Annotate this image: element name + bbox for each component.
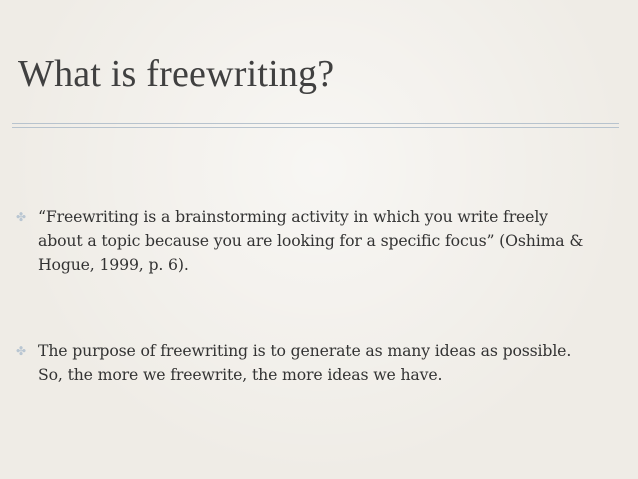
title-divider-bottom	[12, 127, 619, 128]
star-bullet-icon: ✤	[16, 210, 26, 224]
bullet-list	[16, 205, 616, 387]
slide-title: What is freewriting?	[18, 53, 335, 95]
bullet-text-line: “Freewriting is a brainstorming activity in which you write freely	[38, 207, 548, 226]
star-bullet-icon: ✤	[16, 344, 26, 358]
bullet-text-line: The purpose of freewriting is to generate as many ideas as possible.	[38, 341, 572, 360]
title-divider-top	[12, 123, 619, 124]
bullet-text-line: Hogue, 1999, p. 6).	[38, 255, 189, 274]
bullet-text-line: So, the more we freewrite, the more ideas we have.	[38, 365, 443, 384]
bullet-item-definition	[16, 205, 616, 277]
bullet-text-line: about a topic because you are looking for a specific focus” (Oshima &	[38, 231, 584, 250]
bullet-item-purpose	[16, 339, 616, 387]
